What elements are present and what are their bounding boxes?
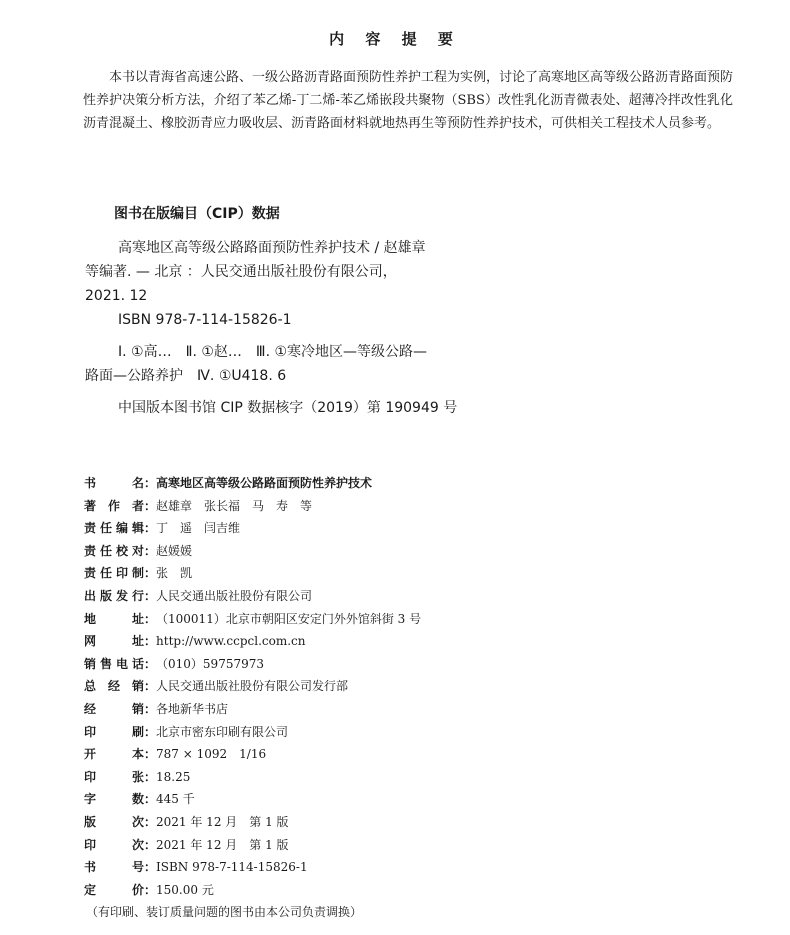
meta-colon: ： [144, 747, 157, 762]
meta-value: 人民交通出版社股份有限公司 [156, 588, 313, 603]
meta-value: ISBN 978-7-114-15826-1 [156, 860, 308, 875]
summary-title: 内 容 提 要 [329, 30, 461, 48]
meta-label: 印刷 [84, 724, 144, 739]
meta-value: 150.00 元 [156, 882, 214, 897]
meta-row-editors [84, 517, 704, 540]
meta-label: 著作者 [84, 498, 144, 513]
meta-row-printer [84, 721, 704, 744]
meta-value: 赵媛媛 [156, 543, 193, 558]
cip-block [85, 236, 505, 420]
meta-label: 开本 [84, 747, 144, 762]
cip-line-title: 高寒地区高等级公路路面预防性养护技术 / 赵雄章 [118, 240, 426, 256]
meta-label: 经销 [84, 701, 144, 716]
meta-row-print-supervisor [84, 562, 704, 585]
summary-text: 本书以青海省高速公路、一级公路沥青路面预防性养护工程为实例，讨论了高寒地区高等级公路沥青路面预防性养护决策分析方法，介绍了苯乙烯-丁二烯-苯乙烯嵌段共聚物（SBS）改性乳化沥青微表处、超薄冷拌改性乳化沥青混凝土、橡胶沥青应力吸收层、沥青路面材料就地热再生等预防性养护技术，可供相关工程技术人员参考。 [83, 70, 734, 131]
book-metadata [84, 472, 704, 924]
meta-row-impression [84, 834, 704, 857]
meta-colon: ： [144, 611, 157, 626]
meta-row-word-count [84, 788, 704, 811]
meta-colon: ： [144, 860, 157, 875]
meta-row-edition [84, 811, 704, 834]
meta-row-general-distributor [84, 675, 704, 698]
meta-row-sales-phone [84, 653, 704, 676]
meta-row-format [84, 743, 704, 766]
meta-colon: ： [144, 882, 157, 897]
meta-value: 787 × 1092 1/16 [156, 747, 267, 762]
meta-label: 字数 [84, 792, 144, 807]
meta-label: 网址 [84, 634, 144, 649]
meta-colon: ： [144, 792, 157, 807]
meta-label: 总经销 [84, 679, 144, 694]
meta-value: （100011）北京市朝阳区安定门外外馆斜街 3 号 [156, 611, 422, 626]
meta-row-website [84, 630, 704, 653]
meta-value: 高寒地区高等级公路路面预防性养护技术 [156, 476, 373, 490]
meta-value: 各地新华书店 [156, 701, 229, 716]
meta-value: 18.25 [156, 769, 191, 784]
cip-line-date: 2021. 12 [85, 288, 148, 304]
meta-colon: ： [144, 498, 157, 513]
meta-colon: ： [144, 679, 157, 694]
meta-colon: ： [144, 837, 157, 852]
meta-row-isbn [84, 856, 704, 879]
meta-colon: ： [144, 521, 157, 536]
meta-label: 定价 [84, 882, 144, 897]
meta-colon: ： [144, 588, 157, 603]
meta-colon: ： [144, 656, 157, 671]
meta-row-publisher [84, 585, 704, 608]
meta-row-sheets [84, 766, 704, 789]
meta-value: 445 千 [156, 792, 195, 807]
meta-colon: ： [144, 701, 157, 716]
meta-row-distributor [84, 698, 704, 721]
meta-value: 人民交通出版社股份有限公司发行部 [156, 679, 349, 694]
meta-value: http://www.ccpcl.com.cn [156, 634, 306, 649]
meta-colon: ： [144, 724, 157, 739]
meta-row-price [84, 879, 704, 902]
meta-value: 2021 年 12 月 第 1 版 [156, 814, 289, 829]
meta-colon: ： [144, 769, 157, 784]
meta-row-title [84, 472, 704, 495]
cip-line-isbn: ISBN 978-7-114-15826-1 [118, 312, 292, 328]
quality-note: （有印刷、装订质量问题的图书由本公司负责调换） [86, 905, 363, 920]
cip-line-classification: Ⅰ. ①高… Ⅱ. ①赵… Ⅲ. ①寒冷地区—等级公路— [118, 344, 428, 360]
meta-value: 赵雄章 张长福 马 寿 等 [156, 498, 313, 513]
meta-value: 张 凯 [156, 566, 193, 581]
meta-label: 责任编辑 [84, 521, 144, 536]
meta-value: （010）59757973 [156, 656, 264, 671]
meta-colon: ： [144, 543, 157, 558]
meta-colon: ： [144, 814, 157, 829]
meta-colon: ： [144, 566, 157, 581]
meta-label: 书名 [84, 476, 144, 490]
meta-colon: ： [144, 476, 157, 490]
cip-line-classification-cont: 路面—公路养护 Ⅳ. ①U418. 6 [85, 368, 287, 384]
meta-label: 销售电话 [84, 656, 144, 671]
meta-value: 丁 遥 闫吉维 [156, 521, 241, 536]
cip-line-record-number: 中国版本图书馆 CIP 数据核字（2019）第 190949 号 [118, 400, 458, 416]
meta-label: 责任印制 [84, 566, 144, 581]
meta-row-authors [84, 495, 704, 518]
meta-colon: ： [144, 634, 157, 649]
meta-value: 北京市密东印刷有限公司 [156, 724, 289, 739]
meta-label: 书号 [84, 860, 144, 875]
cip-title: 图书在版编目（CIP）数据 [114, 206, 280, 222]
meta-label: 责任校对 [84, 543, 144, 558]
cip-line-publisher: 等编著. — 北京 ：人民交通出版社股份有限公司， [85, 264, 397, 280]
meta-value: 2021 年 12 月 第 1 版 [156, 837, 289, 852]
meta-row-address [84, 608, 704, 631]
meta-row-proofreader [84, 540, 704, 563]
meta-label: 印次 [84, 837, 144, 852]
meta-label: 印张 [84, 769, 144, 784]
meta-label: 版次 [84, 814, 144, 829]
meta-label: 出版发行 [84, 588, 144, 603]
meta-label: 地址 [84, 611, 144, 626]
